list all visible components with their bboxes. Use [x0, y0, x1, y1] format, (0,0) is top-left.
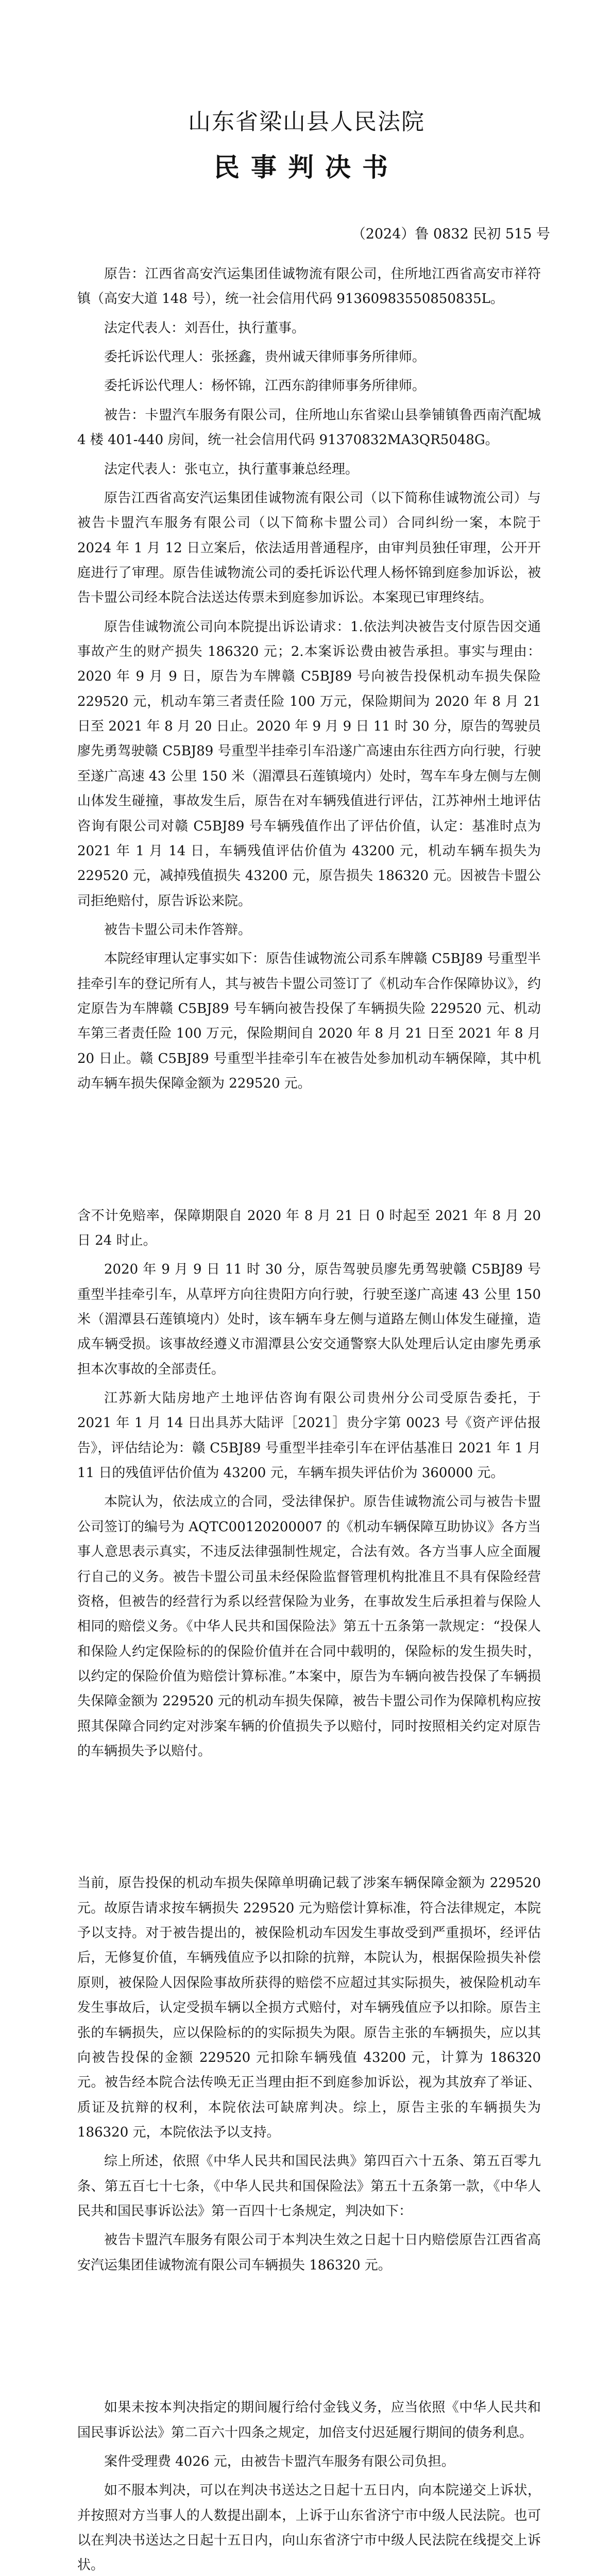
facts-continued-paragraph: 含不计免赔率，保障期限自 2020 年 8 月 21 日 0 时起至 2021 年 8 月 20 日 24 时止。 [77, 1208, 541, 1248]
court-opinion-paragraph: 本院认为，依法成立的合同，受法律保护。原告佳诚物流公司与被告卡盟公司签订的编号为 AQTC00120200007 的《机动车辆保障互助协议》各方当事人意思表示真实，不违反法律强制性规定，合法有效。各方当事人应全面履行自己的义务。被告卡盟公司虽未经保险监督管理机构批准且不具有保险经营资格，但被告的经营行为系以经营保险为业务，在事故发生后承担着与保险人相同的赔偿义务。《中华人民共和国保险法》第五十五条第一款规定：“投保人和保险人约定保险标的的保险价值并在合同中载明的，保险标的发生损失时，以约定的保险价值为赔偿计算标准。”本案中，原告为车辆向被告投保了车辆损失保障金额为 229520 元的机动车损失保障，被告卡盟公司作为保障机构应按照其保障合同约定对涉案车辆的价值损失予以赔付，同时按照相关约定对原告的车辆损失予以赔付。 [77, 1494, 541, 1759]
page-break [77, 2282, 541, 2395]
party-line: 法定代表人：张屯立，执行董事兼总经理。 [104, 461, 359, 477]
party-line: 原告：江西省高安汽运集团佳诚物流有限公司，住所地江西省高安市祥符镇（高安大道 148 号），统一社会信用代码 91360983550850835L。 [77, 266, 541, 307]
legal-basis-paragraph: 综上所述，依照《中华人民共和国民法典》第四百六十五条、第五百零九条、第五百七十七条，《中华人民共和国保险法》第五十五条第一款，《中华人民共和国民事诉讼法》第一百四十七条规定，判决如下： [77, 2154, 541, 2219]
opinion-continued-paragraph: 当前，原告投保的机动车损失保障单明确记载了涉案车辆保障金额为 229520 元。故原告请求按车辆损失 229520 元为赔偿计算标准，符合法律规定，本院予以支持。对于被告提出的，被保险机动车因发生事故受到严重损坏，经评估后，无修复价值，车辆残值应予以扣除的抗辩，本院认为，根据保险损失补偿原则，被保险人因保险事故所获得的赔偿不应超过其实际损失，被保险机动车发生事故后，认定受损车辆以全损方式赔付，对车辆残值应予以扣除。原告主张的车辆损失，应以保险标的的实际损失为限。原告主张的车辆损失，应以其向被告投保的金额 229520 元扣除车辆残值 43200 元，计算为 186320 元。被告经本院合法传唤无正当理由拒不到庭参加诉讼，视为其放弃了举证、质证及抗辩的权利，本院依法可缺席判决。综上，原告主张的车辆损失为 186320 元，本院依法予以支持。 [77, 1875, 541, 2140]
party-line: 被告：卡盟汽车服务有限公司，住所地山东省梁山县拳铺镇鲁西南汽配城 4 楼 401-440 房间，统一社会信用代码 91370832MA3QR5048G。 [77, 407, 541, 448]
court-name: 山东省梁山县人民法院 [188, 109, 425, 135]
accident-paragraph: 2020 年 9 月 9 日 11 时 30 分，原告驾驶员廖先勇驾驶赣 C5BJ89 号重型半挂牵引车，从草坪方向往贵阳方向行驶，行驶至遂广高速 43 公里 150 米（湄潭县石莲镇境内）处时，该车辆车身左侧与道路左侧山体发生碰撞，造成车辆受损。该事故经遵义市湄潭县公安交通警察大队处理后认定由廖先勇承担本次事故的全部责任。 [77, 1262, 541, 1377]
fee-paragraph: 案件受理费 4026 元，由被告卡盟汽车服务有限公司负担。 [104, 2453, 455, 2469]
party-line: 委托诉讼代理人：张拯鑫，贵州诚天律师事务所律师。 [104, 349, 426, 365]
page-break [77, 1768, 541, 1871]
judgment-item: 被告卡盟汽车服务有限公司于本判决生效之日起十日内赔偿原告江西省高安汽运集团佳诚物流有限公司车辆损失 186320 元。 [77, 2232, 541, 2273]
case-number: （2024）鲁 0832 民初 515 号 [351, 226, 550, 242]
claim-paragraph: 原告佳诚物流公司向本院提出诉讼请求：1.依法判决被告支付原告因交通事故产生的财产损失 186320 元；2.本案诉讼费由被告承担。事实与理由：2020 年 9 月 9 日，原告为车牌赣 C5BJ89 号向被告投保机动车损失保险 229520 元，机动车第三者责任险 100 万元，保险期间为 2020 年 8 月 21 日至 2021 年 8 月 20 日止。2020 年 9 月 9 日 11 时 30 分，原告的驾驶员廖先勇驾驶赣 C5BJ89 号重型半挂牵引车沿遂广高速由东往西方向行驶，行驶至遂广高速 43 公里 150 米（湄潭县石莲镇境内）处时，驾车车身左侧与左侧山体发生碰撞，事故发生后，原告在对车辆残值进行评估，江苏神州土地评估咨询有限公司对赣 C5BJ89 号车辆残值作出了评估价值，认定：基准时点为 2021 年 1 月 14 日，车辆残值评估价值为 43200 元，机动车辆车损失为 229520 元，减掉残值损失 43200 元，原告损失 186320 元。因被告卡盟公司拒绝赔付，原告诉讼来院。 [77, 619, 541, 909]
delay-interest-paragraph: 如果未按本判决指定的期间履行给付金钱义务，应当依照《中华人民共和国民事诉讼法》第二百六十四条之规定，加倍支付迟延履行期间的债务利息。 [77, 2400, 541, 2441]
appeal-paragraph: 如不服本判决，可以在判决书送达之日起十五日内，向本院递交上诉状，并按照对方当事人的人数提出副本，上诉于山东省济宁市中级人民法院。也可以在判决书送达之日起十五日内，向山东省济宁市中级人民法院在线提交上诉状。 [77, 2483, 541, 2573]
case-intro-paragraph: 原告江西省高安汽运集团佳诚物流有限公司（以下简称佳诚物流公司）与被告卡盟汽车服务有限公司（以下简称卡盟公司）合同纠纷一案，本院于 2024 年 1 月 12 日立案后，依法适用普通程序，由审判员独任审理，公开开庭进行了审理。原告佳诚物流公司的委托诉讼代理人杨怀锦到庭参加诉讼，被告卡盟公司经本院合法送达传票未到庭参加诉讼。本案现已审理终结。 [77, 490, 541, 606]
appraisal-paragraph: 江苏新大陆房地产土地评估咨询有限公司贵州分公司受原告委托，于 2021 年 1 月 14 日出具苏大陆评［2021］贵分字第 0023 号《资产评估报告》，评估结论为：赣 C5BJ89 号重型半挂牵引车在评估基准日 2021 年 1 月 11 日的残值评估价值为 43200 元，车辆车损失评估价为 360000 元。 [77, 1391, 541, 1481]
defense-paragraph: 被告卡盟公司未作答辩。 [104, 922, 252, 938]
document-body [77, 262, 541, 2576]
parties-section [77, 262, 541, 482]
party-line: 法定代表人：刘吾仕，执行董事。 [104, 320, 305, 336]
document-title: 民事判决书 [214, 152, 399, 182]
facts-paragraph: 本院经审理认定事实如下：原告佳诚物流公司系车牌赣 C5BJ89 号重型半挂牵引车的登记所有人，其与被告卡盟公司签订了《机动车合作保障协议》，约定原告为车牌赣 C5BJ89 号车辆向被告投保了车辆损失险 229520 元、机动车第三者责任险 100 万元，保险期间自 2020 年 8 月 21 日至 2021 年 8 月 20 日止。赣 C5BJ89 号重型半挂牵引车在被告处参加机动车辆保障，其中机动车辆车损失保障金额为 229520 元。 [77, 951, 541, 1092]
party-line: 委托诉讼代理人：杨怀锦，江西东韵律师事务所律师。 [104, 378, 426, 394]
page-break [77, 1100, 541, 1204]
